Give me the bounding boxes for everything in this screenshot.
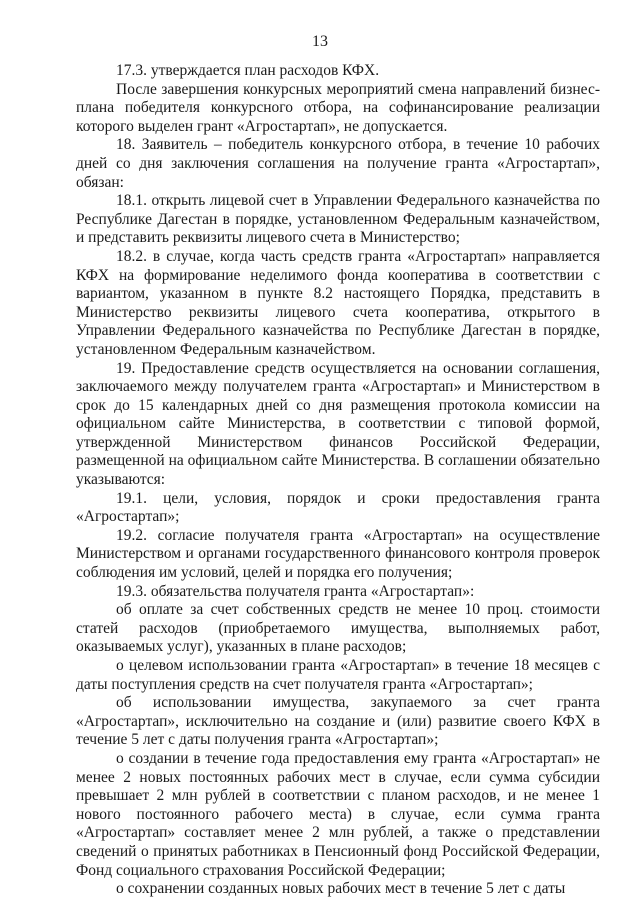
- page-number: 13: [312, 33, 328, 50]
- paragraph-18-2: 18.2. в случае, когда часть средств гранта «Агростартап» направляется КФХ на формирование неделимого фонда кооператива в соответствии с вариантом, указанном в пункте 8.2 настоящего Порядка, представить в Министерство реквизиты лицевого счета кооператива, открытого в Управлении Федерального казначейства по Республике Дагестан в порядке, установленном Федеральным казначейством.: [76, 247, 600, 358]
- paragraph-18: 18. Заявитель – победитель конкурсного отбора, в течение 10 рабочих дней со дня заключения соглашения на получение гранта «Агростартап», обязан:: [76, 136, 600, 191]
- paragraph-obligation-property-use: об использовании имущества, закупаемого за счет гранта «Агростартап», исключительно на создание и (или) развитие своего КФХ в течение 5 лет с даты получения гранта «Агростартап»;: [76, 694, 600, 749]
- paragraph-business-plan: После завершения конкурсных мероприятий смена направлений бизнес-плана победителя конкурсного отбора, на софинансирование реализации которого выделен грант «Агростартап», не допускается.: [76, 80, 600, 135]
- paragraph-obligation-target-use: о целевом использовании гранта «Агростартап» в течение 18 месяцев с даты поступления средств на счет получателя гранта «Агростартап»;: [76, 657, 600, 693]
- paragraph-19-1: 19.1. цели, условия, порядок и сроки предоставления гранта «Агростартап»;: [76, 489, 600, 526]
- paragraph-obligation-payment: об оплате за счет собственных средств не менее 10 проц. стоимости статей расходов (приобретаемого имущества, выполняемых работ, оказываемых услуг), указанных в плане расходов;: [76, 601, 600, 656]
- paragraph-obligation-new-jobs: о создании в течение года предоставления ему гранта «Агростартап» не менее 2 новых постоянных рабочих мест в случае, если сумма субсидии превышает 2 млн рублей в соответствии с планом расходов, и не менее 1 нового постоянного рабочего места) в случае, если сумма гранта «Агростартап» составляет менее 2 млн рублей, а также о представлении сведений о принятых работниках в Пенсионный фонд Российской Федерации, Фонд социального страхования Российской Федерации;: [76, 749, 600, 879]
- paragraph-19: 19. Предоставление средств осуществляется на основании соглашения, заключаемого между получателем гранта «Агростартап» и Министерством в срок до 15 календарных дней со дня размещения протокола комиссии на официальном сайте Министерства, в соответствии с типовой формой, утвержденной Министерством финансов Российской Федерации, размещенной на официальном сайте Министерства. В соглашении обязательно указываются:: [76, 359, 600, 489]
- document-body: [76, 62, 600, 899]
- paragraph-17-3: 17.3. утверждается план расходов КФХ.: [116, 62, 380, 79]
- paragraph-18-1: 18.1. открыть лицевой счет в Управлении Федерального казначейства по Республике Дагестан в порядке, установленном Федеральным казначейством, и представить реквизиты лицевого счета в Министерство;: [76, 192, 600, 247]
- paragraph-19-3: 19.3. обязательства получателя гранта «Агростартап»:: [116, 582, 475, 600]
- paragraph-obligation-keep-jobs: о сохранении созданных новых рабочих мест в течение 5 лет с даты: [116, 880, 566, 898]
- paragraph-19-2: 19.2. согласие получателя гранта «Агростартап» на осуществление Министерством и органами государственного финансового контроля проверок соблюдения им условий, целей и порядка его получения;: [76, 526, 600, 582]
